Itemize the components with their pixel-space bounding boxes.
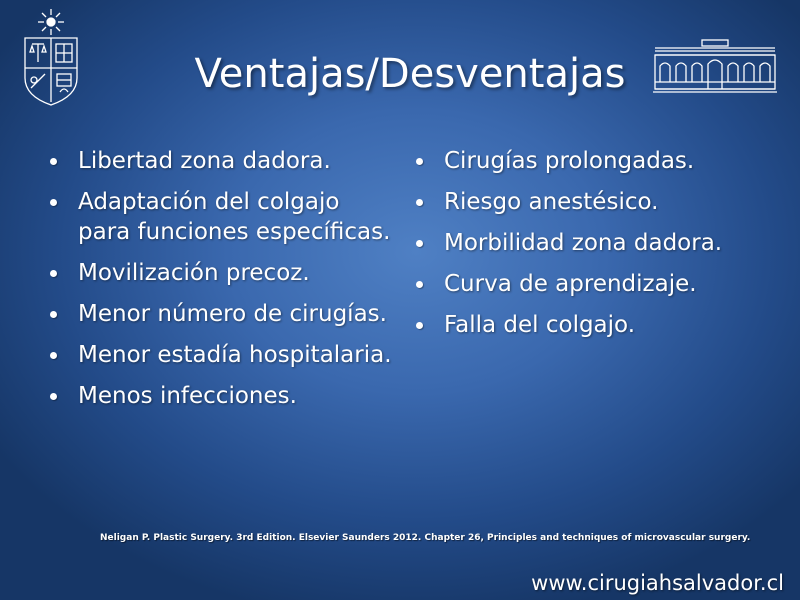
advantage-text: Libertad zona dadora. <box>78 148 331 174</box>
advantage-item <box>48 299 393 329</box>
advantage-item <box>48 340 393 370</box>
bullet-icon <box>416 199 423 206</box>
advantage-text: Movilización precoz. <box>78 260 310 286</box>
disadvantage-item <box>414 228 759 258</box>
bullet-icon <box>416 322 423 329</box>
bullet-icon <box>50 352 57 359</box>
disadvantage-text: Falla del colgajo. <box>444 312 636 338</box>
disadvantage-item <box>414 146 759 176</box>
disadvantage-text: Morbilidad zona dadora. <box>444 230 723 256</box>
bullet-icon <box>416 240 423 247</box>
advantage-text: Adaptación del colgajo para funciones específicas. <box>78 189 391 245</box>
bullet-icon <box>50 158 57 165</box>
disadvantage-item <box>414 269 759 299</box>
bullet-icon <box>50 393 57 400</box>
disadvantage-text: Riesgo anestésico. <box>444 189 659 215</box>
disadvantage-text: Cirugías prolongadas. <box>444 148 695 174</box>
advantage-text: Menor número de cirugías. <box>78 301 387 327</box>
bullet-icon <box>416 158 423 165</box>
university-crest-icon <box>18 8 84 108</box>
disadvantage-item <box>414 187 759 217</box>
bullet-icon <box>50 199 57 206</box>
disadvantages-list <box>414 146 759 351</box>
advantage-text: Menos infecciones. <box>78 383 297 409</box>
bullet-icon <box>50 311 57 318</box>
advantage-item <box>48 146 393 176</box>
website-url: www.cirugiahsalvador.cl <box>531 571 784 595</box>
bullet-icon <box>50 270 57 277</box>
bullet-icon <box>416 281 423 288</box>
advantages-list <box>48 146 393 422</box>
advantage-item <box>48 258 393 288</box>
disadvantage-item <box>414 310 759 340</box>
advantage-item <box>48 381 393 411</box>
disadvantage-text: Curva de aprendizaje. <box>444 271 697 297</box>
advantage-text: Menor estadía hospitalaria. <box>78 342 392 368</box>
building-icon <box>652 38 778 94</box>
reference-citation: Neligan P. Plastic Surgery. 3rd Edition. Elsevier Saunders 2012. Chapter 26, Principles and techniques of microvascular surgery. <box>100 533 751 543</box>
slide-title: Ventajas/Desventajas <box>194 51 626 97</box>
advantage-item <box>48 187 393 247</box>
